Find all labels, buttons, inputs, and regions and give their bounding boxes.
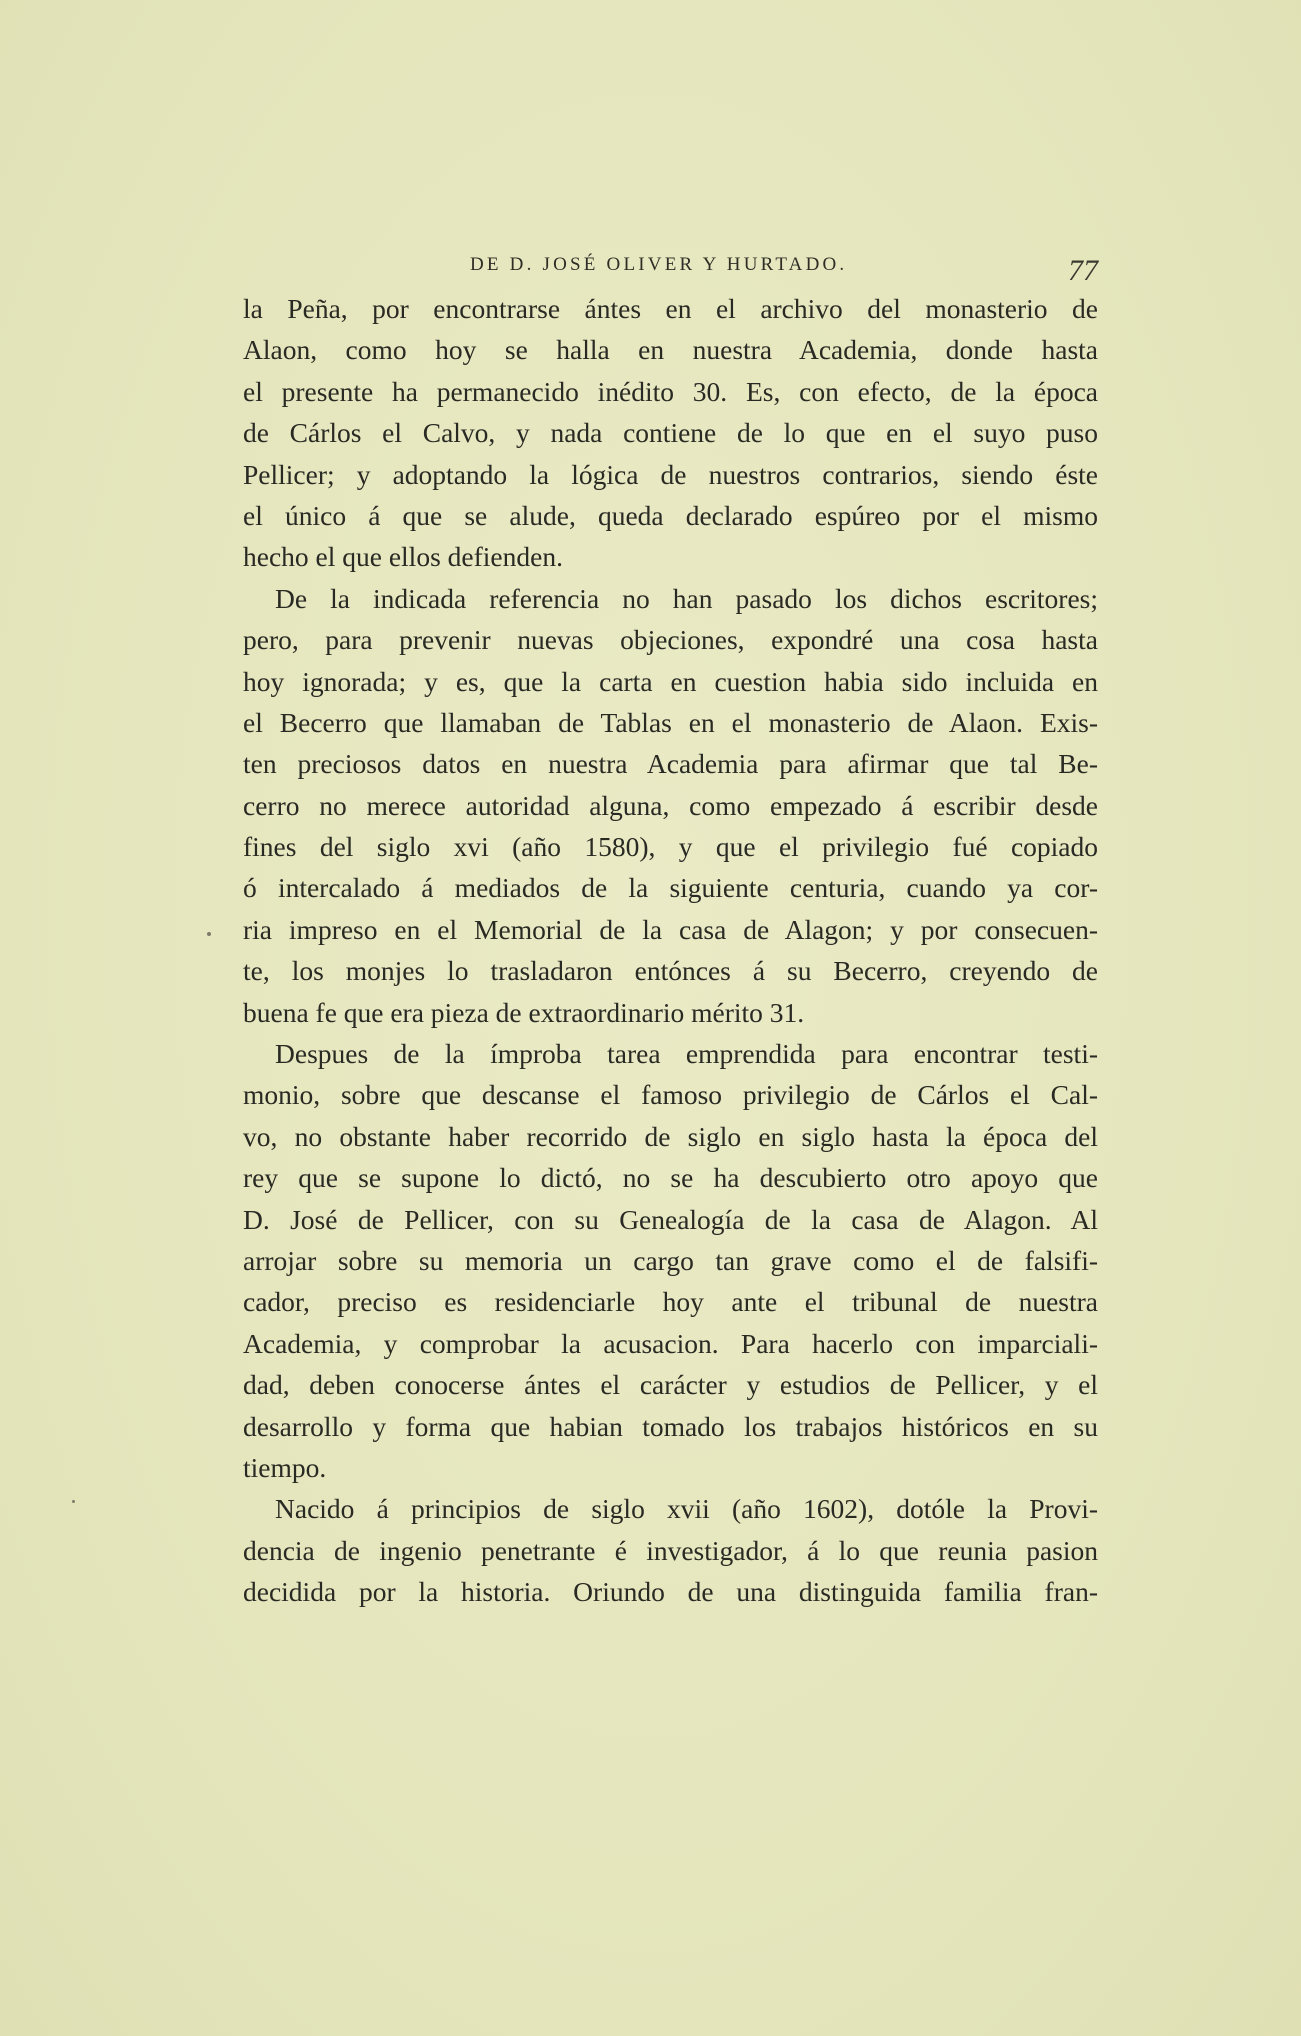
- text-line: Pellicer; y adoptando la lógica de nuestros contrarios, siendo éste: [243, 458, 1098, 490]
- page-number: 77: [1068, 254, 1098, 287]
- text-line: te, los monjes lo trasladaron entónces á su Becerro, creyendo de: [243, 955, 1098, 987]
- paper-speck: [207, 932, 211, 936]
- paragraph-start-line: De la indicada referencia no han pasado los dichos escritores;: [275, 582, 1098, 614]
- text-line: hecho el que ellos defienden.: [243, 541, 563, 573]
- text-line: cerro no merece autoridad alguna, como empezado á escribir desde: [243, 789, 1098, 821]
- text-line: dad, deben conocerse ántes el carácter y estudios de Pellicer, y el: [243, 1369, 1098, 1401]
- text-line: cador, preciso es residenciarle hoy ante el tribunal de nuestra: [243, 1286, 1098, 1318]
- text-line: ó intercalado á mediados de la siguiente centuria, cuando ya cor-: [243, 872, 1098, 904]
- text-line: Academia, y comprobar la acusacion. Para hacerlo con imparciali-: [243, 1327, 1098, 1359]
- text-line: Alaon, como hoy se halla en nuestra Academia, donde hasta: [243, 334, 1098, 366]
- text-line: buena fe que era pieza de extraordinario mérito 31.: [243, 996, 805, 1028]
- text-line: desarrollo y forma que habian tomado los trabajos históricos en su: [243, 1410, 1098, 1442]
- paragraph-start-line: Nacido á principios de siglo xvii (año 1602), dotóle la Provi-: [275, 1493, 1098, 1525]
- text-line: tiempo.: [243, 1451, 327, 1483]
- text-line: fines del siglo xvi (año 1580), y que el privilegio fué copiado: [243, 831, 1098, 863]
- text-line: vo, no obstante haber recorrido de siglo en siglo hasta la época del: [243, 1120, 1098, 1152]
- running-head: DE D. JOSÉ OLIVER Y HURTADO.: [470, 254, 848, 275]
- text-line: hoy ignorada; y es, que la carta en cuestion habia sido incluida en: [243, 665, 1098, 697]
- paper-speck: [72, 1500, 75, 1503]
- text-line: el Becerro que llamaban de Tablas en el monasterio de Alaon. Exis-: [243, 706, 1098, 738]
- text-line: el presente ha permanecido inédito 30. Es, con efecto, de la época: [243, 375, 1098, 407]
- body-text: [243, 288, 1098, 1613]
- text-line: de Cárlos el Calvo, y nada contiene de lo que en el suyo puso: [243, 417, 1098, 449]
- text-line: dencia de ingenio penetrante é investigador, á lo que reunia pasion: [243, 1534, 1098, 1566]
- text-line: decidida por la historia. Oriundo de una distinguida familia fran-: [243, 1576, 1098, 1608]
- paragraph-start-line: Despues de la ímproba tarea emprendida para encontrar testi-: [275, 1038, 1098, 1070]
- text-line: la Peña, por encontrarse ántes en el archivo del monasterio de: [243, 293, 1098, 324]
- text-line: monio, sobre que descanse el famoso privilegio de Cárlos el Cal-: [243, 1079, 1098, 1111]
- text-line: D. José de Pellicer, con su Genealogía de la casa de Alagon. Al: [243, 1203, 1098, 1235]
- text-line: ten preciosos datos en nuestra Academia para afirmar que tal Be-: [243, 748, 1098, 780]
- text-line: pero, para prevenir nuevas objeciones, expondré una cosa hasta: [243, 624, 1098, 656]
- text-line: rey que se supone lo dictó, no se ha descubierto otro apoyo que: [243, 1162, 1098, 1194]
- text-line: ria impreso en el Memorial de la casa de Alagon; y por consecuen-: [243, 913, 1098, 945]
- text-line: el único á que se alude, queda declarado espúreo por el mismo: [243, 499, 1098, 531]
- text-line: arrojar sobre su memoria un cargo tan grave como el de falsifi-: [243, 1244, 1098, 1276]
